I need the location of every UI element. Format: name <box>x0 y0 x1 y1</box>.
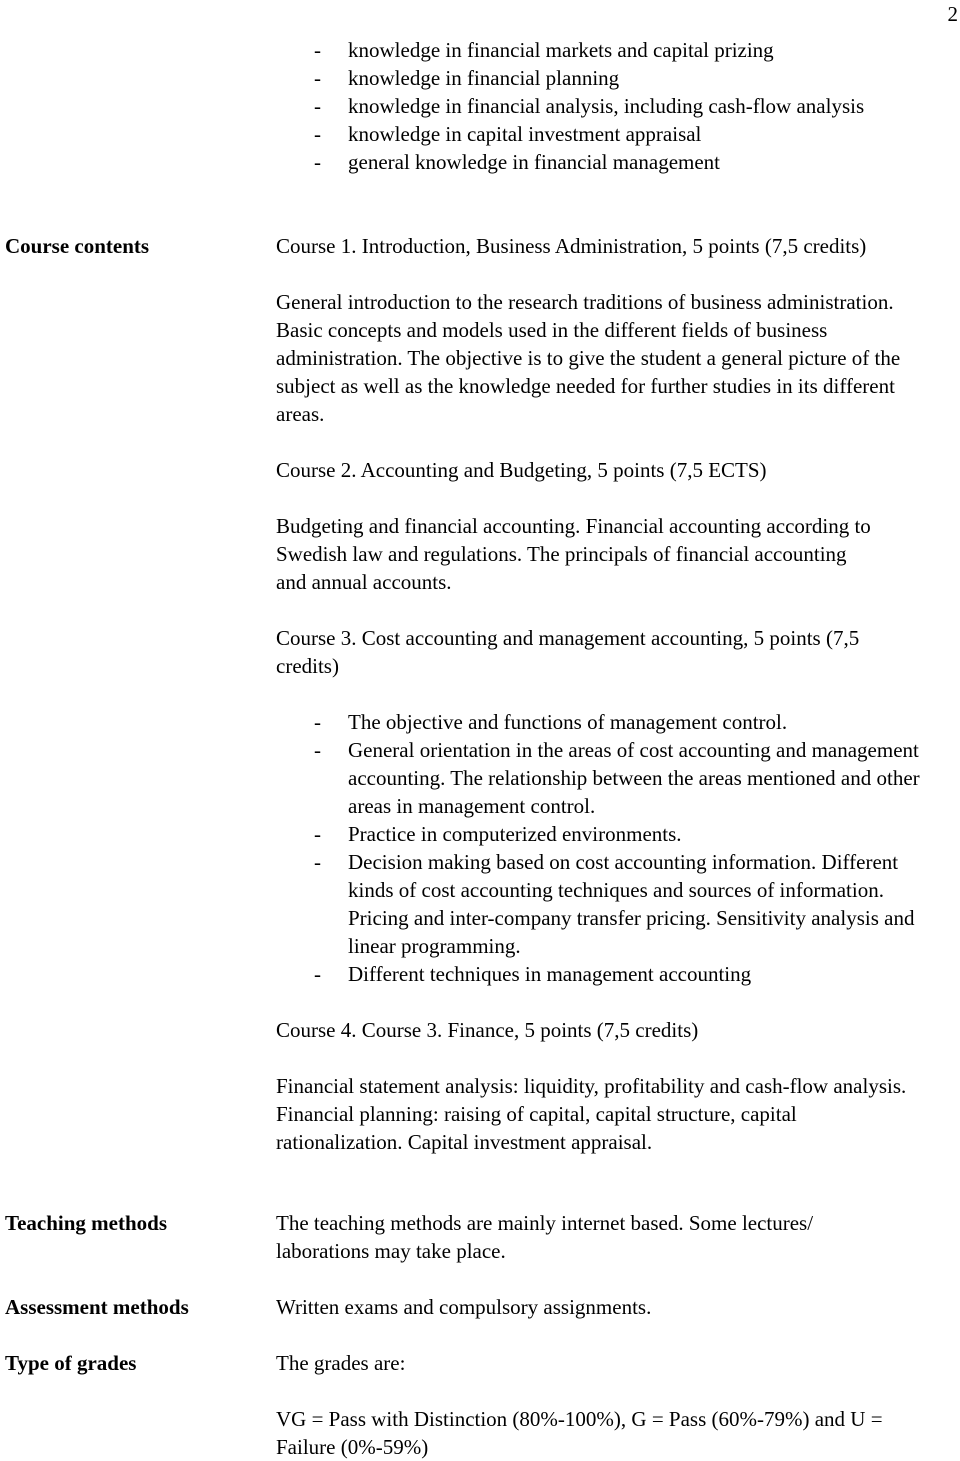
course-2 <box>276 456 936 596</box>
assessment-methods-text: Written exams and compulsory assignments. <box>276 1295 652 1319</box>
list-item: - knowledge in financial markets and capital prizing <box>314 38 774 62</box>
course-4 <box>276 1016 936 1156</box>
teaching-methods-body <box>276 1209 936 1265</box>
assessment-methods-body <box>276 1293 936 1321</box>
list-item-text: Decision making based on cost accounting information. Different kinds of cost accounting techniques and sources of information. Pricing and inter-company transfer pricing. Sensitivity analysis and linear programming. <box>348 850 915 958</box>
list-item-text: Different techniques in management accounting <box>348 962 752 986</box>
list-item-text: Practice in computerized environments. <box>348 822 682 846</box>
section-label-type-of-grades: Type of grades <box>5 1351 137 1375</box>
section-label-assessment-methods: Assessment methods <box>5 1295 189 1319</box>
list-item: - The objective and functions of management control. <box>314 710 788 734</box>
list-item: - knowledge in financial analysis, including cash-flow analysis <box>314 94 865 118</box>
list-item-text: general knowledge in financial management <box>348 150 721 174</box>
list-item-text: knowledge in financial analysis, including cash-flow analysis <box>348 94 865 118</box>
learning-outcomes-list <box>314 36 934 176</box>
course-1-description: General introduction to the research traditions of business administration. Basic concepts and models used in the different fields of business administration. The objective is to give the student a general picture of the subject as well as the knowledge needed for further studies in its different areas. <box>276 290 901 426</box>
course-3 <box>276 624 936 988</box>
grades-scale-text: VG = Pass with Distinction (80%-100%), G = Pass (60%-79%) and U = Failure (0%-59%) <box>276 1407 883 1459</box>
course-3-title: Course 3. Cost accounting and management accounting, 5 points (7,5 credits) <box>276 626 860 678</box>
course-1-title: Course 1. Introduction, Business Administration, 5 points (7,5 credits) <box>276 234 867 258</box>
list-item: - general knowledge in financial management <box>314 150 721 174</box>
course-4-title: Course 4. Course 3. Finance, 5 points (7,5 credits) <box>276 1018 699 1042</box>
list-item: - Different techniques in management accounting <box>314 962 752 986</box>
list-item: - knowledge in capital investment appraisal <box>314 122 702 146</box>
list-item-text: knowledge in financial markets and capital prizing <box>348 38 774 62</box>
course-contents-body <box>276 232 936 1184</box>
list-item-text: knowledge in capital investment appraisal <box>348 122 702 146</box>
list-item-text: The objective and functions of management control. <box>348 710 788 734</box>
course-3-topic-list <box>314 708 924 988</box>
teaching-methods-text: The teaching methods are mainly internet based. Some lectures/ laborations may take place. <box>276 1211 814 1263</box>
list-item: - General orientation in the areas of cost accounting and management accounting. The relationship between the areas mentioned and other areas in management control. <box>314 738 920 818</box>
list-item: - Decision making based on cost accounting information. Different kinds of cost accounting techniques and sources of information. Pricing and inter-company transfer pricing. Sensitivity analysis and linear programming. <box>314 850 915 958</box>
type-of-grades-body <box>276 1349 936 1461</box>
course-2-description: Budgeting and financial accounting. Financial accounting according to Swedish law and regulations. The principals of financial accounting and annual accounts. <box>276 514 871 594</box>
page-number: 2 <box>947 2 958 26</box>
list-item: - Practice in computerized environments. <box>314 822 682 846</box>
grades-intro-text: The grades are: <box>276 1351 406 1375</box>
course-2-title: Course 2. Accounting and Budgeting, 5 points (7,5 ECTS) <box>276 458 767 482</box>
course-4-description: Financial statement analysis: liquidity, profitability and cash-flow analysis. Financial planning: raising of capital, capital structure, capital rationalization. Capital investment appraisal. <box>276 1074 907 1154</box>
course-1 <box>276 232 936 428</box>
list-item-text: General orientation in the areas of cost accounting and management accounting. The relationship between the areas mentioned and other areas in management control. <box>348 738 920 818</box>
list-item: - knowledge in financial planning <box>314 66 620 90</box>
section-label-course-contents: Course contents <box>5 234 150 258</box>
list-item-text: knowledge in financial planning <box>348 66 620 90</box>
section-label-teaching-methods: Teaching methods <box>5 1211 168 1235</box>
